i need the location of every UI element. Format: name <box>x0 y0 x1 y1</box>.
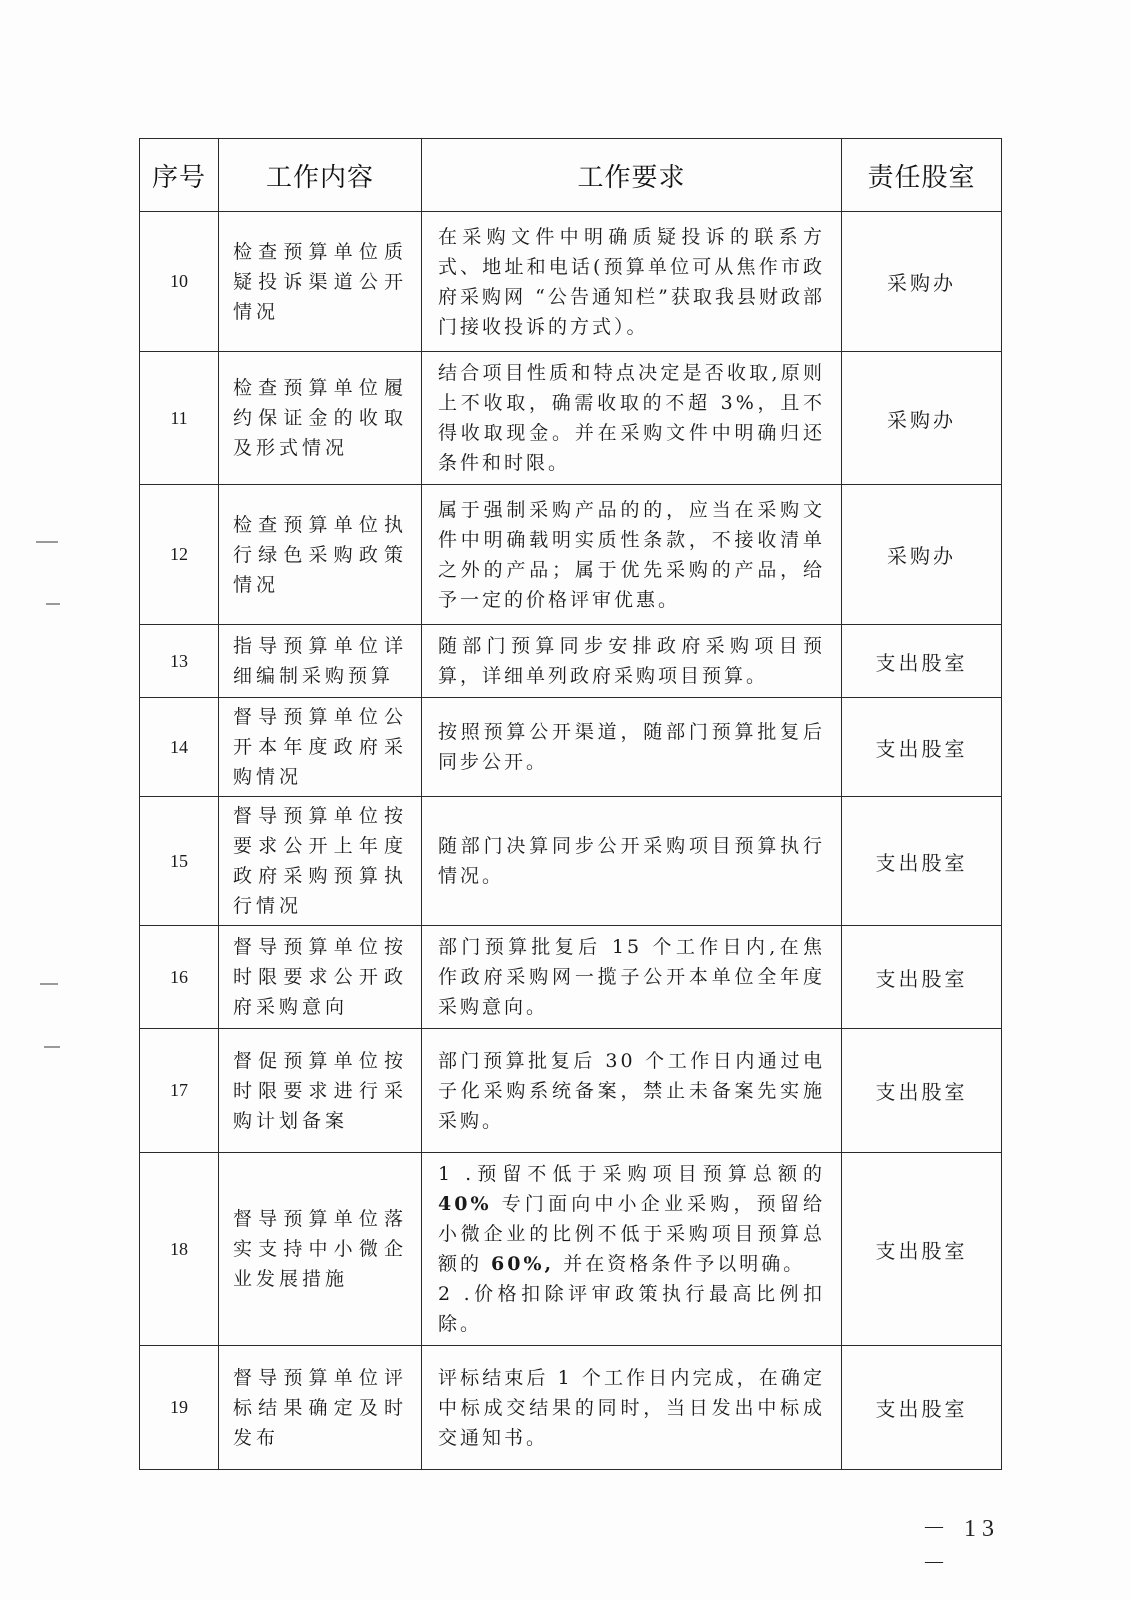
row-content: 督导预算单位按时限要求公开政府采购意向 <box>219 926 422 1029</box>
margin-mark <box>46 603 60 605</box>
row-requirement: 属于强制采购产品的的，应当在采购文件中明确载明实质性条款，不接收清单之外的产品；属于优先采购的产品，给予一定的价格评审优惠。 <box>422 485 842 625</box>
req-highlight: 40% <box>438 1193 492 1215</box>
table-row <box>140 797 1002 926</box>
row-content: 检查预算单位质疑投诉渠道公开情况 <box>219 212 422 352</box>
table-row <box>140 698 1002 797</box>
row-dept: 支出股室 <box>842 797 1002 926</box>
row-dept: 采购办 <box>842 485 1002 625</box>
row-num: 17 <box>140 1029 219 1153</box>
row-requirement <box>422 1153 842 1346</box>
table-header-row <box>140 139 1002 212</box>
row-requirement: 在采购文件中明确质疑投诉的联系方式、地址和电话(预算单位可从焦作市政府采购网 “公告通知栏”获取我县财政部门接收投诉的方式）。 <box>422 212 842 352</box>
table-row <box>140 926 1002 1029</box>
margin-mark <box>44 1046 60 1048</box>
table-row <box>140 1346 1002 1470</box>
row-num: 10 <box>140 212 219 352</box>
page-number: － 13 － <box>922 1516 1000 1577</box>
header-content: 工作内容 <box>219 139 422 212</box>
row-dept: 支出股室 <box>842 1346 1002 1470</box>
row-num: 12 <box>140 485 219 625</box>
row-num: 18 <box>140 1153 219 1346</box>
work-table <box>139 138 1002 1470</box>
row-num: 13 <box>140 625 219 698</box>
header-requirement: 工作要求 <box>422 139 842 212</box>
table-row <box>140 1153 1002 1346</box>
row-content: 督导预算单位按要求公开上年度政府采购预算执行情况 <box>219 797 422 926</box>
table-row <box>140 1029 1002 1153</box>
row-requirement: 结合项目性质和特点决定是否收取,原则上不收取，确需收取的不超 3%，且不得收取现金。并在采购文件中明确归还条件和时限。 <box>422 352 842 485</box>
row-dept: 支出股室 <box>842 1153 1002 1346</box>
row-content: 检查预算单位履约保证金的收取及形式情况 <box>219 352 422 485</box>
row-num: 14 <box>140 698 219 797</box>
row-content: 督导预算单位公开本年度政府采购情况 <box>219 698 422 797</box>
header-num: 序号 <box>140 139 219 212</box>
row-content: 指导预算单位详细编制采购预算 <box>219 625 422 698</box>
requirement-paragraph-2: 2 .价格扣除评审政策执行最高比例扣除。 <box>438 1283 825 1335</box>
row-num: 15 <box>140 797 219 926</box>
row-requirement: 部门预算批复后 15 个工作日内,在焦作政府采购网一揽子公开本单位全年度采购意向。 <box>422 926 842 1029</box>
header-dept: 责任股室 <box>842 139 1002 212</box>
table-row <box>140 485 1002 625</box>
table-row <box>140 352 1002 485</box>
row-requirement: 部门预算批复后 30 个工作日内通过电子化采购系统备案，禁止未备案先实施采购。 <box>422 1029 842 1153</box>
req-text: 1 .预留不低于采购项目预算总额的 <box>438 1163 825 1185</box>
row-requirement: 评标结束后 1 个工作日内完成，在确定中标成交结果的同时，当日发出中标成交通知书。 <box>422 1346 842 1470</box>
row-num: 16 <box>140 926 219 1029</box>
row-dept: 支出股室 <box>842 698 1002 797</box>
requirement-paragraph-1 <box>438 1159 825 1279</box>
row-num: 11 <box>140 352 219 485</box>
row-dept: 采购办 <box>842 352 1002 485</box>
row-dept: 支出股室 <box>842 1029 1002 1153</box>
req-text: 并在资格条件予以明确。 <box>554 1253 806 1275</box>
row-num: 19 <box>140 1346 219 1470</box>
margin-mark <box>40 983 58 985</box>
row-dept: 支出股室 <box>842 926 1002 1029</box>
row-content: 检查预算单位执行绿色采购政策情况 <box>219 485 422 625</box>
row-requirement: 按照预算公开渠道，随部门预算批复后同步公开。 <box>422 698 842 797</box>
table-row <box>140 625 1002 698</box>
row-content: 督导预算单位评标结果确定及时发布 <box>219 1346 422 1470</box>
req-highlight: 60%, <box>491 1253 555 1275</box>
row-content: 督导预算单位落实支持中小微企业发展措施 <box>219 1153 422 1346</box>
margin-mark <box>36 541 58 543</box>
row-dept: 支出股室 <box>842 625 1002 698</box>
row-content: 督促预算单位按时限要求进行采购计划备案 <box>219 1029 422 1153</box>
row-requirement: 随部门预算同步安排政府采购项目预算，详细单列政府采购项目预算。 <box>422 625 842 698</box>
req-text: 专门面向中小企业采购，预留给小微企业的比例不低于采购项目预算总额的 <box>438 1193 825 1275</box>
row-requirement: 随部门决算同步公开采购项目预算执行情况。 <box>422 797 842 926</box>
table-row <box>140 212 1002 352</box>
row-dept: 采购办 <box>842 212 1002 352</box>
